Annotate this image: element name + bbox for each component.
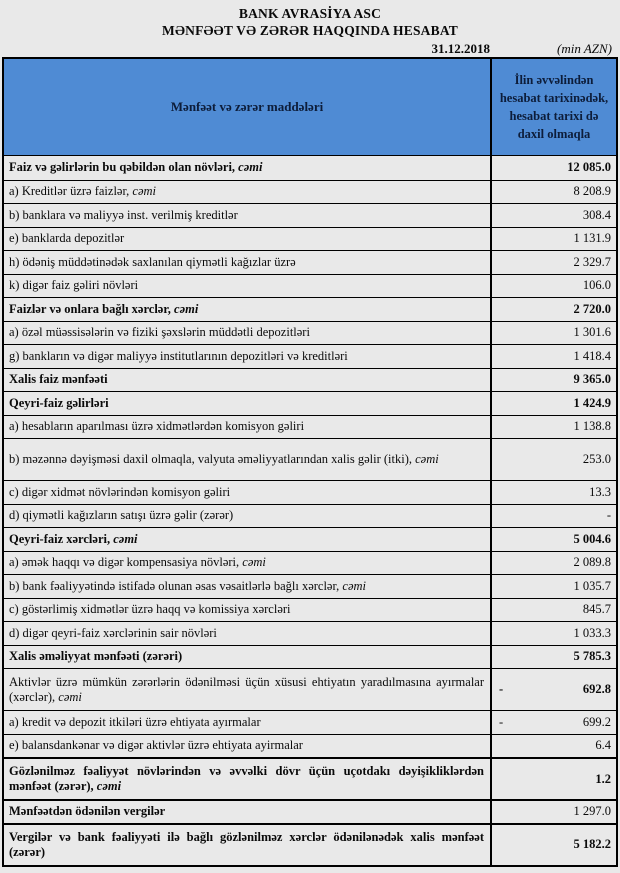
row-value: 1 297.0 bbox=[490, 801, 616, 823]
column-header-items: Mənfəət və zərər maddələri bbox=[170, 99, 324, 114]
row-value: 1 033.3 bbox=[490, 622, 616, 645]
table-row bbox=[4, 757, 616, 799]
report-title: MƏNFƏƏT VƏ ZƏRƏR HAQQINDA HESABAT bbox=[162, 23, 458, 38]
bank-name: BANK AVRASİYA ASC bbox=[238, 6, 382, 21]
table-row bbox=[4, 621, 616, 645]
row-value: 845.7 bbox=[490, 599, 616, 622]
row-label: c) göstərlimiş xidmətlər üzrə haqq və komissiya xərcləri bbox=[9, 602, 291, 617]
row-value: 12 085.0 bbox=[490, 156, 616, 180]
table-row bbox=[4, 504, 616, 528]
row-value: 9 365.0 bbox=[490, 369, 616, 392]
row-label: Qeyri-faiz xərcləri, cəmi bbox=[9, 531, 138, 546]
table-row bbox=[4, 250, 616, 274]
table-header-row bbox=[4, 59, 616, 156]
row-label: d) digər qeyri-faiz xərclərinin sair növləri bbox=[9, 625, 217, 640]
row-label: Aktivlər üzrə mümkün zərərlərin ödənilməsi üçün xüsusi ehtiyatın yaradılmasına ayırmalar (xərclər), cəmi bbox=[9, 674, 484, 704]
negative-sign: - bbox=[499, 714, 504, 729]
column-header-period: İlin əvvəlindən hesabat tarixinədək, hesabat tarixi də daxil olmaqla bbox=[490, 59, 616, 155]
row-label: g) bankların və digər maliyyə institutlarının depozitləri və kreditləri bbox=[9, 348, 348, 363]
table-row bbox=[4, 799, 616, 823]
row-value: 2 089.8 bbox=[490, 552, 616, 575]
title-block bbox=[2, 0, 618, 57]
row-value: 1 131.9 bbox=[490, 228, 616, 251]
row-value: 1 424.9 bbox=[490, 392, 616, 415]
row-label: Gözlənilməz fəaliyyət növlərindən və əvvəlki dövr üçün uçotdakı dəyişikliklərdən mənfəət (zərər), cəmi bbox=[9, 764, 484, 793]
table-row bbox=[4, 438, 616, 480]
table-row bbox=[4, 734, 616, 758]
table-row bbox=[4, 551, 616, 575]
table-row bbox=[4, 156, 616, 180]
date-line bbox=[2, 40, 618, 57]
negative-sign: - bbox=[499, 682, 504, 696]
row-label: d) qiymətli kağızların satışı üzrə gəlir (zərər) bbox=[9, 508, 234, 523]
row-label: Xalis əməliyyat mənfəəti (zərəri) bbox=[9, 649, 183, 664]
currency-unit: (min AZN) bbox=[556, 41, 612, 56]
row-value: 308.4 bbox=[490, 204, 616, 227]
table-row bbox=[4, 668, 616, 710]
row-value: 1 138.8 bbox=[490, 416, 616, 439]
row-value: 5 182.2 bbox=[490, 825, 616, 865]
row-label: a) özəl müəssisələrin və fiziki şəxslərin müddətli depozitləri bbox=[9, 325, 310, 340]
row-label: e) balansdankənar və digər aktivlər üzrə ehtiyata ayirmalar bbox=[9, 738, 303, 753]
table-row bbox=[4, 527, 616, 551]
table-row bbox=[4, 710, 616, 734]
row-value: 1 418.4 bbox=[490, 345, 616, 368]
row-value: - bbox=[490, 505, 616, 528]
table-body bbox=[4, 156, 616, 865]
row-label: Xalis faiz mənfəəti bbox=[9, 372, 108, 387]
row-value: 1.2 bbox=[490, 759, 616, 799]
row-label: c) digər xidmət növlərindən komisyon gəliri bbox=[9, 484, 231, 499]
row-value: 2 720.0 bbox=[490, 298, 616, 321]
row-label: b) məzənnə dəyişməsi daxil olmaqla, valyuta əməliyyatlarından xalis gəlir (itki), cəmi bbox=[9, 452, 439, 466]
row-value: 8 208.9 bbox=[490, 181, 616, 204]
table-row bbox=[4, 574, 616, 598]
row-value: 5 004.6 bbox=[490, 528, 616, 551]
table-row bbox=[4, 823, 616, 865]
table-row bbox=[4, 391, 616, 415]
row-label: a) Kreditlər üzrə faizlər, cəmi bbox=[9, 184, 156, 199]
table-row bbox=[4, 297, 616, 321]
table-row bbox=[4, 321, 616, 345]
row-value: 2 329.7 bbox=[490, 251, 616, 274]
row-value: 5 785.3 bbox=[490, 646, 616, 669]
row-value: - 692.8 bbox=[490, 669, 616, 710]
row-value: 6.4 bbox=[490, 735, 616, 758]
row-value: - 699.2 bbox=[490, 711, 616, 734]
row-label: a) hesabların aparılması üzrə xidmətlərdən komisyon gəliri bbox=[9, 419, 305, 434]
row-label: Vergilər və bank fəaliyyəti ilə bağlı gözlənilməz xərclər ödənilənədək xalis mənfəət (zərər) bbox=[9, 829, 484, 859]
row-value: 13.3 bbox=[490, 481, 616, 504]
row-value: 1 301.6 bbox=[490, 322, 616, 345]
table-row bbox=[4, 598, 616, 622]
row-label: k) digər faiz gəliri növləri bbox=[9, 278, 139, 293]
table-row bbox=[4, 203, 616, 227]
row-label: a) kredit və depozit itkiləri üzrə ehtiyata ayırmalar bbox=[9, 714, 261, 729]
row-label: a) əmək haqqı və digər kompensasiya növləri, cəmi bbox=[9, 555, 266, 570]
table-row bbox=[4, 180, 616, 204]
table-row bbox=[4, 368, 616, 392]
row-label: Mənfəətdən ödənilən vergilər bbox=[9, 804, 166, 819]
table-row bbox=[4, 344, 616, 368]
pnl-table bbox=[2, 57, 618, 867]
row-label: b) banklara və maliyyə inst. verilmiş kreditlər bbox=[9, 207, 238, 222]
row-value: 253.0 bbox=[490, 439, 616, 480]
row-label: b) bank fəaliyyətində istifadə olunan əsas vəsaitlərlə bağlı xərclər, cəmi bbox=[9, 578, 367, 593]
row-label: Faiz və gəlirlərin bu qəbildən olan növləri, cəmi bbox=[9, 160, 263, 175]
report-date: 31.12.2018 bbox=[431, 41, 490, 56]
row-label: h) ödəniş müddətinədək saxlanılan qiymətli kağızlar üzrə bbox=[9, 254, 296, 269]
table-row bbox=[4, 274, 616, 298]
table-row bbox=[4, 415, 616, 439]
table-row bbox=[4, 480, 616, 504]
table-row bbox=[4, 645, 616, 669]
row-value: 106.0 bbox=[490, 275, 616, 298]
row-label: e) banklarda depozitlər bbox=[9, 231, 125, 246]
table-row bbox=[4, 227, 616, 251]
row-label: Qeyri-faiz gəlirləri bbox=[9, 395, 109, 410]
row-label: Faizlər və onlara bağlı xərclər, cəmi bbox=[9, 301, 199, 316]
row-value: 1 035.7 bbox=[490, 575, 616, 598]
